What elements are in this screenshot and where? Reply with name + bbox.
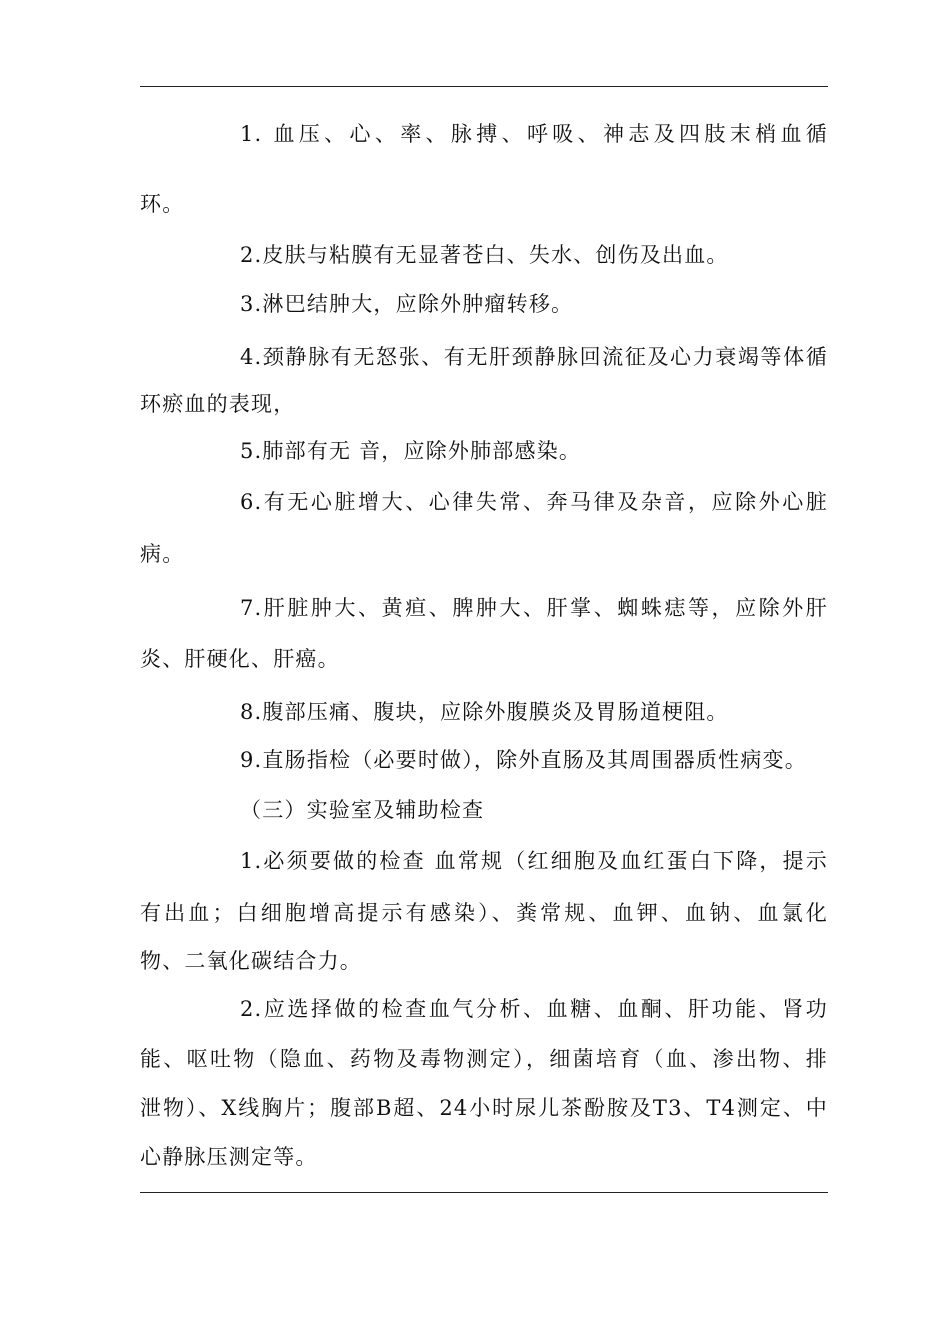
header-rule — [140, 86, 828, 87]
paragraph-line: 1.必须要做的检查 血常规（红细胞及血红蛋白下降，提示 — [240, 849, 828, 873]
paragraph-line: 3.淋巴结肿大，应除外肿瘤转移。 — [240, 292, 574, 316]
paragraph-line: 环瘀血的表现， — [140, 392, 296, 416]
paragraph-line: 心静脉压测定等。 — [140, 1145, 318, 1169]
paragraph-line: 2.应选择做的检查血气分析、血糖、血酮、肝功能、肾功 — [240, 997, 828, 1021]
paragraph-line: 2.皮肤与粘膜有无显著苍白、失水、创伤及出血。 — [240, 243, 729, 267]
paragraph-line: 环。 — [140, 192, 185, 216]
paragraph-line: 5.肺部有无 音，应除外肺部感染。 — [240, 439, 582, 463]
paragraph-line: 9.直肠指检（必要时做），除外直肠及其周围器质性病变。 — [240, 748, 807, 772]
footer-rule — [140, 1192, 828, 1193]
paragraph-line: 4.颈静脉有无怒张、有无肝颈静脉回流征及心力衰竭等体循 — [240, 345, 828, 369]
paragraph-line: 6.有无心脏增大、心律失常、奔马律及杂音，应除外心脏 — [240, 490, 828, 514]
paragraph-line: 8.腹部压痛、腹块，应除外腹膜炎及胃肠道梗阻。 — [240, 700, 729, 724]
paragraph-line: 能、呕吐物（隐血、药物及毒物测定），细菌培育（血、渗出物、排 — [140, 1047, 828, 1071]
paragraph-line: 物、二氧化碳结合力。 — [140, 949, 362, 973]
paragraph-line: 泄物）、X线胸片；腹部B超、24小时尿儿茶酚胺及T3、T4测定、中 — [140, 1096, 828, 1120]
paragraph-line: 有出血；白细胞增高提示有感染）、粪常规、血钾、血钠、血氯化 — [140, 901, 828, 925]
paragraph-line: 1. 血压、心、率、脉搏、呼吸、神志及四肢末梢血循 — [240, 122, 828, 146]
paragraph-line: 7.肝脏肿大、黄疸、脾肿大、肝掌、蜘蛛痣等，应除外肝 — [240, 596, 828, 620]
paragraph-line: 病。 — [140, 542, 185, 566]
section-heading: （三）实验室及辅助检查 — [240, 798, 485, 822]
paragraph-line: 炎、肝硬化、肝癌。 — [140, 647, 340, 671]
